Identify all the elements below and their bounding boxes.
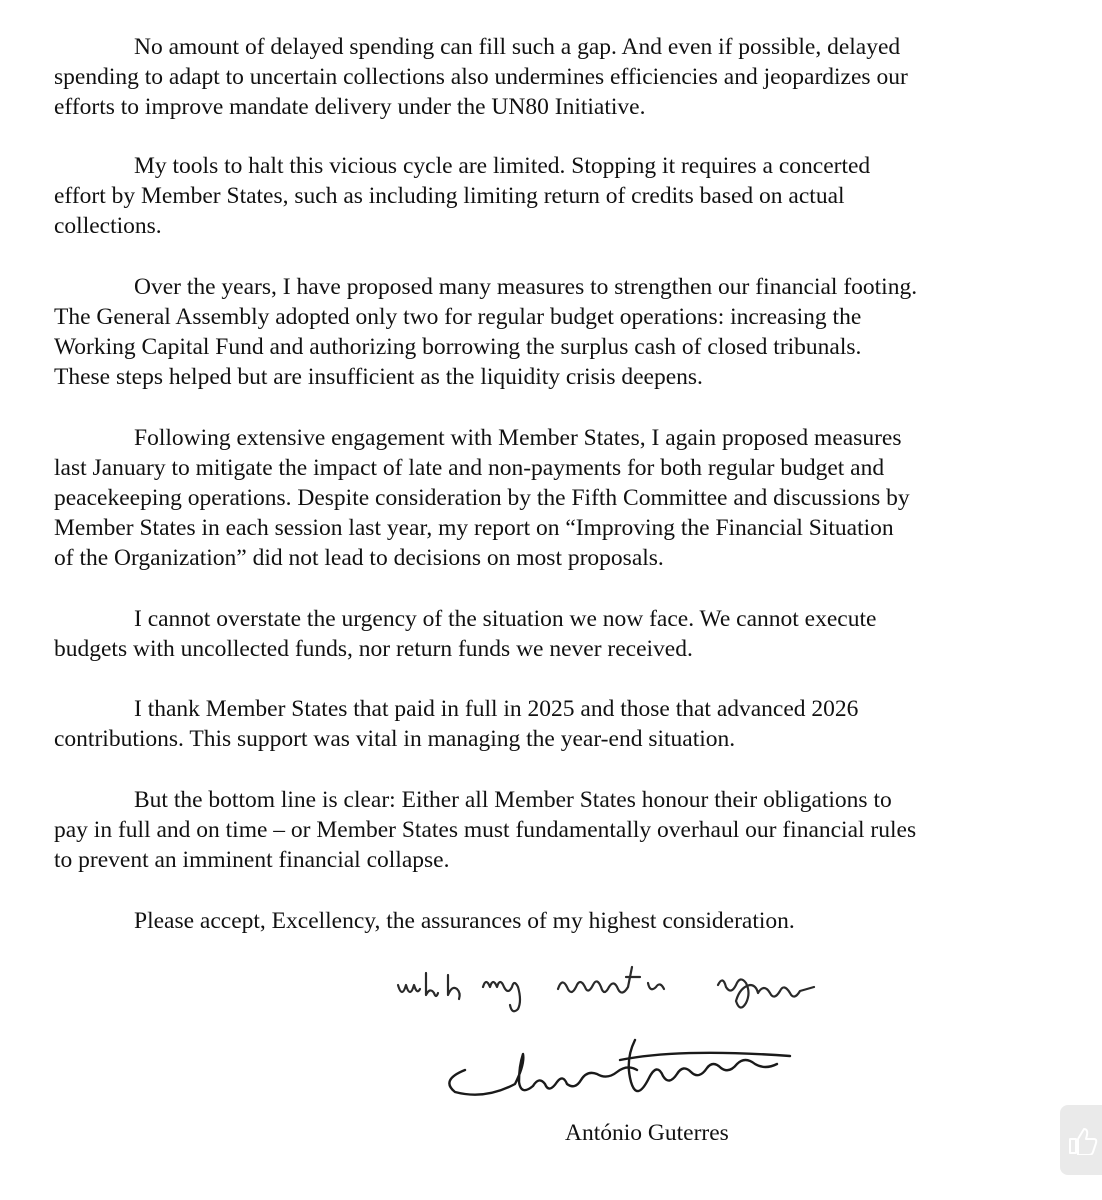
paragraph-line: Member States in each session last year, my report on “Improving the Financial Situation: [54, 515, 894, 541]
signatory-name: António Guterres: [565, 1120, 729, 1146]
paragraph-7: [54, 785, 1064, 875]
paragraph-line: collections.: [54, 213, 162, 239]
paragraph-2: [54, 151, 1064, 241]
paragraph-line: of the Organization” did not lead to decisions on most proposals.: [54, 545, 664, 571]
paragraph-line: Working Capital Fund and authorizing borrowing the surplus cash of closed tribunals.: [54, 334, 862, 360]
paragraph-3: [54, 272, 1064, 392]
handwritten-regards: [388, 955, 928, 1025]
paragraph-line: pay in full and on time – or Member States must fundamentally overhaul our financial rules: [54, 817, 917, 843]
paragraph-line: These steps helped but are insufficient as the liquidity crisis deepens.: [54, 364, 703, 390]
paragraph-line: effort by Member States, such as including limiting return of credits based on actual: [54, 183, 845, 209]
paragraph-line: contributions. This support was vital in managing the year-end situation.: [54, 726, 736, 752]
paragraph-line: I thank Member States that paid in full in 2025 and those that advanced 2026: [134, 696, 859, 722]
paragraph-line: efforts to improve mandate delivery under the UN80 Initiative.: [54, 94, 646, 120]
paragraph-4: [54, 423, 1064, 573]
thumbs-up-icon: [1068, 1127, 1098, 1155]
paragraph-line: The General Assembly adopted only two for regular budget operations: increasing the: [54, 304, 862, 330]
paragraph-line: My tools to halt this vicious cycle are limited. Stopping it requires a concerted: [134, 153, 871, 179]
paragraph-line: budgets with uncollected funds, nor return funds we never received.: [54, 636, 693, 662]
paragraph-line: Over the years, I have proposed many measures to strengthen our financial footing.: [134, 274, 918, 300]
signature: [425, 1030, 875, 1110]
paragraph-line: last January to mitigate the impact of late and non-payments for both regular budget and: [54, 455, 885, 481]
paragraph-line: peacekeeping operations. Despite consideration by the Fifth Committee and discussions by: [54, 485, 910, 511]
paragraph-1: [54, 32, 1064, 122]
paragraph-line: No amount of delayed spending can fill such a gap. And even if possible, delayed: [134, 34, 901, 60]
paragraph-line: Following extensive engagement with Member States, I again proposed measures: [134, 425, 902, 451]
paragraph-5: [54, 604, 1064, 664]
paragraph-line: spending to adapt to uncertain collections also undermines efficiencies and jeopardizes our: [54, 64, 908, 90]
paragraph-line: to prevent an imminent financial collapse.: [54, 847, 450, 873]
closing-sentence: Please accept, Excellency, the assurances of my highest consideration.: [134, 908, 795, 934]
paragraph-6: [54, 694, 1064, 754]
like-button[interactable]: [1060, 1105, 1102, 1175]
paragraph-line: I cannot overstate the urgency of the situation we now face. We cannot execute: [134, 606, 877, 632]
paragraph-line: But the bottom line is clear: Either all Member States honour their obligations to: [134, 787, 892, 813]
